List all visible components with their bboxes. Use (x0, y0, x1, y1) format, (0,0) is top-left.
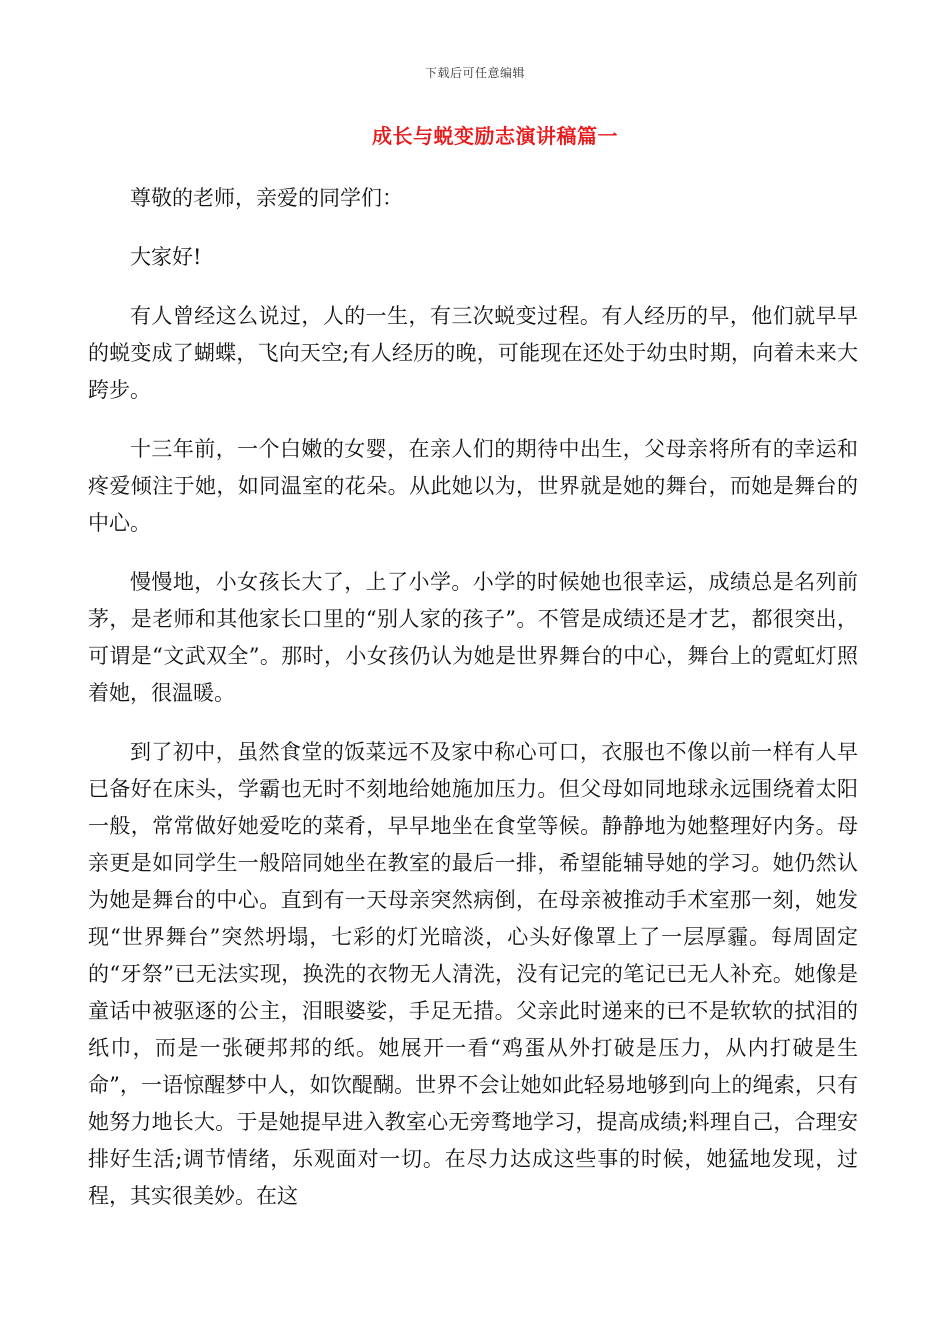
document-body (88, 180, 858, 1237)
greeting-paragraph: 大家好! (130, 245, 202, 269)
header-note: 下载后可任意编辑 (424, 66, 525, 80)
document-title: 成长与蜕变励志演讲稿篇一 (372, 124, 618, 148)
body-paragraph: 到了初中，虽然食堂的饭菜远不及家中称心可口，衣服也不像以前一样有人早已备好在床头，学霸也无时不刻地给她施加压力。但父母如同地球永远围绕着太阳一般，常常做好她爱吃的菜肴，早早地坐在食堂等候。静静地为她整理好内务。母亲更是如同学生一般陪同她坐在教室的最后一排，希望能辅导她的学习。她仍然认为她是舞台的中心。直到有一天母亲突然病倒，在母亲被推动手术室那一刻，她发现“世界舞台”突然坍塌，七彩的灯光暗淡，心头好像罩上了一层厚霾。每周固定的“牙祭”已无法实现，换洗的衣物无人清洗，没有记完的笔记已无人补充。她像是童话中被驱逐的公主，泪眼婆娑，手足无措。父亲此时递来的已不是软软的拭泪的纸巾，而是一张硬邦邦的纸。她展开一看“鸡蛋从外打破是压力，从内打破是生命”，一语惊醒梦中人，如饮醍醐。世界不会让她如此轻易地够到向上的绳索，只有她努力地长大。于是她提早进入教室心无旁骛地学习，提高成绩;料理自己，合理安排好生活;调节情绪，乐观面对一切。在尽力达成这些事的时候，她猛地发现，过程，其实很美妙。在这 (88, 740, 858, 1208)
salutation-paragraph: 尊敬的老师，亲爱的同学们： (130, 186, 403, 210)
body-paragraph: 十三年前，一个白嫩的女婴，在亲人们的期待中出生，父母亲将所有的幸运和疼爱倾注于她，如同温室的花朵。从此她以为，世界就是她的舞台，而她是舞台的中心。 (88, 437, 858, 535)
body-paragraph: 有人曾经这么说过，人的一生，有三次蜕变过程。有人经历的早，他们就早早的蜕变成了蝴蝶，飞向天空;有人经历的晚，可能现在还处于幼虫时期，向着未来大跨步。 (88, 304, 858, 402)
body-paragraph: 慢慢地，小女孩长大了，上了小学。小学的时候她也很幸运，成绩总是名列前茅，是老师和其他家长口里的“别人家的孩子”。不管是成绩还是才艺，都很突出，可谓是“文武双全”。那时，小女孩仍认为她是世界舞台的中心，舞台上的霓虹灯照着她，很温暖。 (88, 570, 858, 705)
